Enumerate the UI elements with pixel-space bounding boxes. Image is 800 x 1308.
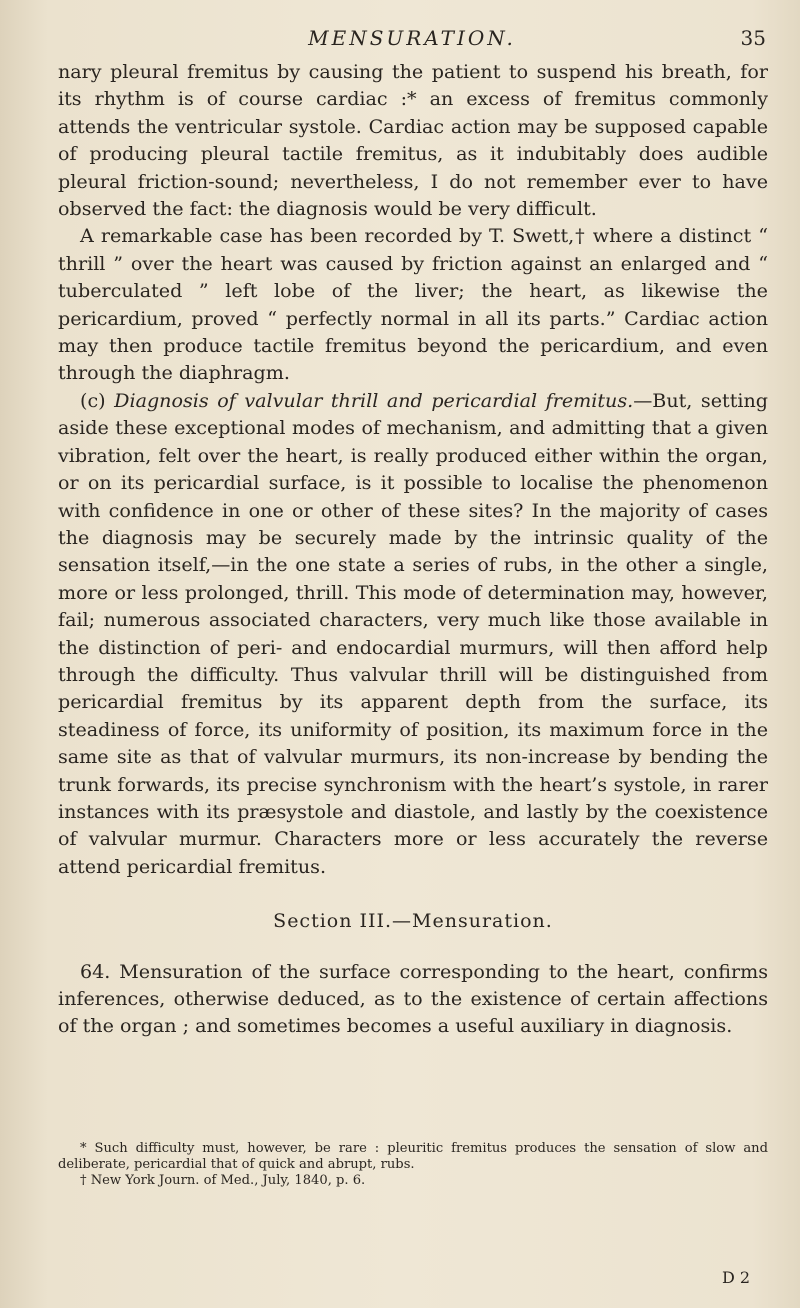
paragraph-diagnosis-text: —But, setting aside these exceptional modes of mechanism, and admitting that a given vibration, felt over the heart, is really produced either within the organ, or on its pericardial surface, is it possible to localise the phenomenon with confidence in one or other of these sites? In the majority of cases the diagnosis may be securely made by the intrinsic quality of the sensation itself,—in the one state a series of rubs, in the other a single, more or less prolonged, thrill. This mode of determination may, however, fail; numerous associated characters, very much like those available in the distinction of peri- and endocardial murmurs, will then afford help through the difficulty. Thus valvular thrill will be distinguished from pericardial fremitus by its apparent depth from the surface, its steadiness of force, its uniformity of position, its maximum force in the same site as that of valvular murmurs, its non-increase by bending the trunk forwards, its precise synchronism with the heart’s systole, in rarer instances with its præsystole and diastole, and lastly by the coexistence of valvular murmur. Characters more or less accurately the reverse attend pericardial fremitus. [58,388,768,878]
page-header [58,20,766,56]
footnotes [58,1141,768,1189]
body-text [58,58,768,1040]
section-heading: Section III.—Mensuration. [273,910,553,933]
paragraph-swett-case: A remarkable case has been recorded by T. Swett,† where a distinct “ thrill ” over the heart was caused by friction against an enlarged and “ tuberculated ” left lobe of the liver; the heart, as likewise the pericardium, proved “ perfectly normal in all its parts.” Cardiac action may then produce tactile fremitus beyond the pericardium, and even through the diaphragm. [58,224,768,385]
paragraph-continued: nary pleural fremitus by causing the patient to suspend his breath, for its rhythm is of course cardiac :* an excess of fremitus commonly attends the ventricular systole. Cardiac action may be supposed capable of producing pleural tactile fremitus, as it indubitably does audible pleural friction-sound; nevertheless, I do not remember ever to have observed the fact: the diagnosis would be very difficult. [58,60,768,221]
paragraph-mensuration: 64. Mensuration of the surface corresponding to the heart, confirms inferences, otherwise deduced, as to the existence of certain affections of the organ ; and sometimes becomes a useful auxiliary in diagnosis. [58,959,768,1038]
footnote-dagger: † New York Journ. of Med., July, 1840, p. 6. [80,1173,366,1188]
signature-mark: D 2 [722,1268,751,1287]
footnote-asterisk: * Such difficulty must, however, be rare : pleuritic fremitus produces the sensation of slow and deliberate, pericardial that of quick and abrupt, rubs. [58,1141,768,1172]
subsection-label: (c) [80,388,106,412]
page-number: 35 [740,26,766,50]
subsection-heading: Diagnosis of valvular thrill and pericardial fremitus. [114,388,634,412]
running-title: MENSURATION. [308,26,516,50]
paragraph-diagnosis [58,387,768,880]
